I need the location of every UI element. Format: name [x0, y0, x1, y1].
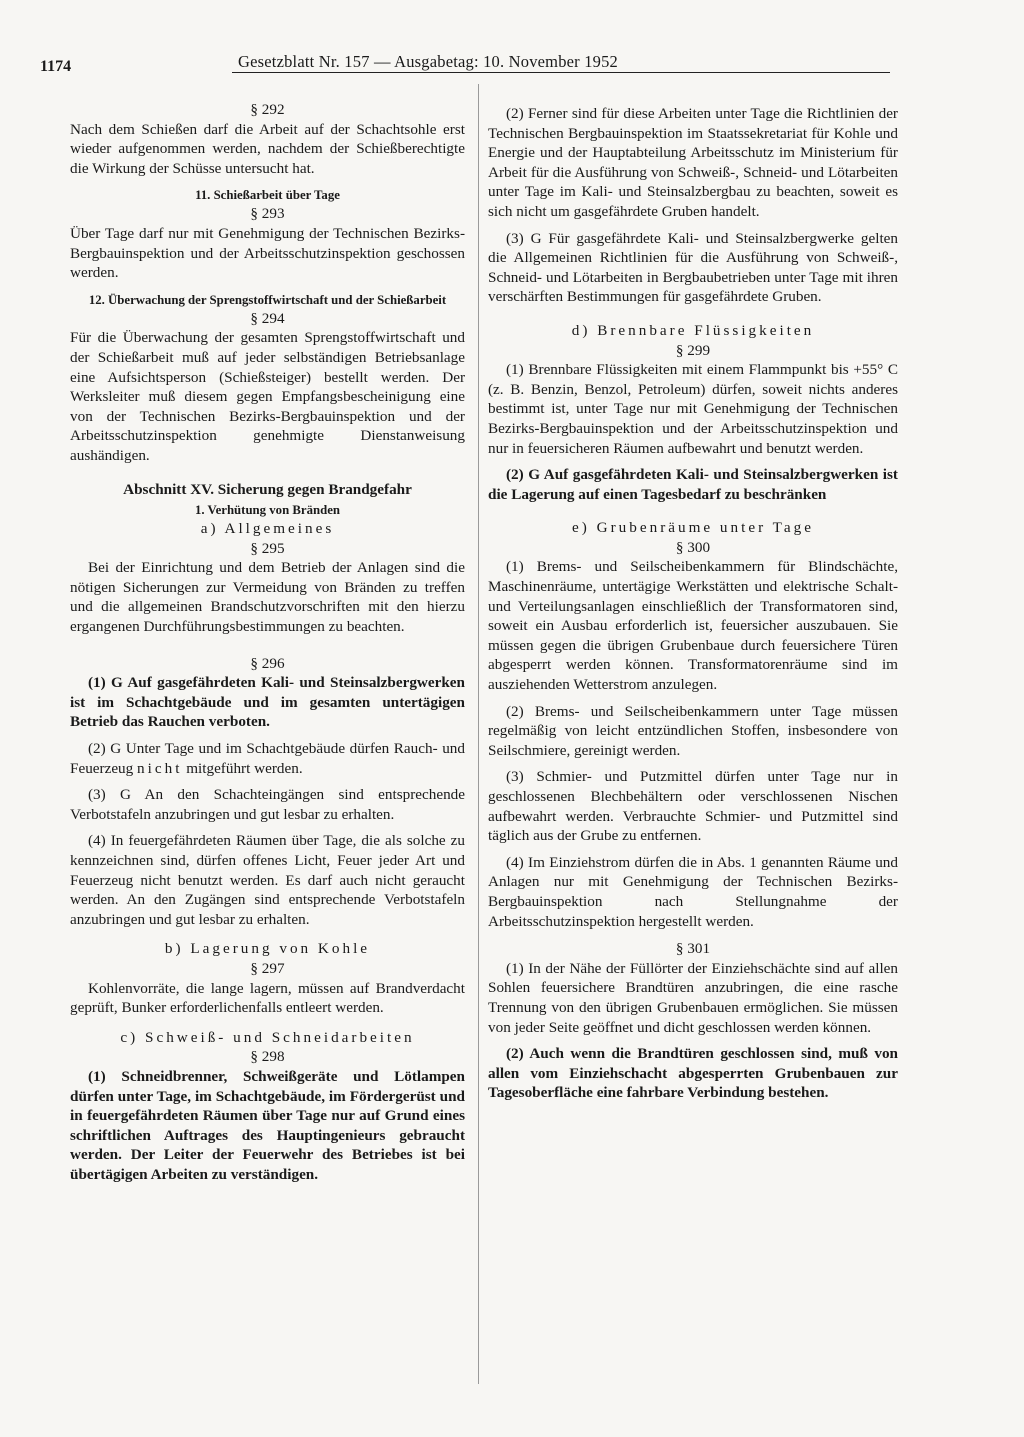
- section-297-title: § 297: [250, 959, 285, 977]
- section-296-p2: [70, 739, 465, 778]
- section-296-p2a: (2) G Unter Tage und im Schachtgebäude dürfen Rauch- und Feuerzeug: [70, 740, 465, 777]
- section-294-title: § 294: [250, 309, 285, 327]
- section-301-title: § 301: [675, 940, 711, 958]
- section-299-title: § 299: [675, 341, 711, 359]
- heading-12: 12. Überwachung der Sprengstoffwirtschaft und der Schießarbeit: [88, 292, 447, 307]
- section-292-title: § 292: [250, 101, 285, 118]
- subheading-c: c) Schweiß- und Schneidarbeiten: [120, 1028, 415, 1046]
- header-rule: [232, 72, 890, 73]
- section-296-p1: (1) G Auf gasgefährdeten Kali- und Steinsalzbergwerken ist im Schachtgebäude und im gesamten untertägigen Betrieb das Rauchen verboten.: [70, 674, 465, 731]
- section-296-p4: (4) In feuergefährdeten Räumen über Tage, die als solche zu kennzeichnen sind, dürfen offenes Licht, Feuer jeder Art und Feuerzeug nicht benutzt werden. Es darf auch nicht geraucht werden. An den Zugängen sind entsprechende Verbotstafeln anzubringen und gut lesbar zu erhalten.: [70, 832, 465, 928]
- section-294-text: Für die Überwachung der gesamten Sprengstoffwirtschaft und der Schießarbeit muß auf jeder selbständigen Betriebsanlage eine Aufsichtsperson (Schießsteiger) bestellt werden. Der Werksleiter muß diesem gegen Empfangsbescheinigung eine von der Technischen Bezirks-Bergbauinspektion und der Arbeitsschutzinspektion genehmigte Dienstanweisung aushändigen.: [70, 329, 465, 464]
- subheading-b: b) Lagerung von Kohle: [164, 940, 371, 958]
- section-293-text: Über Tage darf nur mit Genehmigung der Technischen Bezirks-Bergbauinspektion und der Arbeitsschutzinspektion geschossen werden.: [70, 224, 465, 282]
- section-296-title: § 296: [250, 654, 285, 672]
- section-293-title: § 293: [250, 205, 285, 223]
- section-301-p2: (2) Auch wenn die Brandtüren geschlossen sind, muß von allen vom Einziehschacht abgesperrten Grubenbauen zur Tagesoberfläche eine fahrbare Verbindung bestehen.: [488, 1045, 898, 1102]
- subheading-d: d) Brennbare Flüssigkeiten: [571, 321, 815, 339]
- section-292-text: Nach dem Schießen darf die Arbeit auf der Schachtsohle erst wieder aufgenommen werden, nachdem der Schießberechtigte die Wirkung der Schüsse untersucht hat.: [70, 120, 465, 177]
- section-298-title: § 298: [250, 1048, 285, 1066]
- page-number: 1174: [40, 58, 72, 75]
- left-column: [70, 100, 465, 1192]
- section-297-text: Kohlenvorräte, die lange lagern, müssen auf Brandverdacht geprüft, Bunker erforderlichenfalls entleert werden.: [70, 979, 465, 1017]
- abschnitt-xv-heading: Abschnitt XV. Sicherung gegen Brandgefahr: [123, 480, 412, 498]
- section-298-p1: (1) Schneidbrenner, Schweißgeräte und Lötlampen dürfen unter Tage, im Schachtgebäude, im Fördergerüst und in feuergefährdeten Räumen über Tage nur auf Grund eines schriftlichen Auftrages des Hauptingenieurs gebraucht werden. Der Leiter der Feuerwehr des Betriebes ist bei übertägigen Arbeiten zu verständigen.: [70, 1067, 465, 1183]
- heading-11: 11. Schießarbeit über Tage: [195, 188, 340, 203]
- section-296-p2c: mitgeführt werden.: [186, 759, 303, 777]
- section-296-p3: (3) G An den Schachteingängen sind entsprechende Verbotstafeln anzubringen und gut lesbar zu erhalten.: [70, 786, 465, 823]
- subheading-a: a) Allgemeines: [200, 520, 335, 538]
- section-298-p3: (3) G Für gasgefährdete Kali- und Steinsalzbergwerke gelten die Allgemeinen Richtlinien für die Ausführung von Schweiß-, Schneid- und Lötarbeiten in Bergbaubetrieben unter Tage mit ihren verschärften Bestimmungen für gasgefährdete Gruben.: [488, 229, 898, 306]
- section-300-p4: (4) Im Einziehstrom dürfen die in Abs. 1 genannten Räume und Anlagen nur mit Genehmigung der Technischen Bezirks-Bergbauinspektion nach Stellungnahme der Arbeitsschutzinspektion hergestellt werden.: [488, 853, 898, 930]
- column-divider: [478, 84, 479, 1384]
- heading-1: 1. Verhütung von Bränden: [194, 503, 341, 518]
- section-295-title: § 295: [250, 539, 285, 557]
- section-296-p2-emphasis: nicht: [137, 759, 183, 777]
- section-300-p2: (2) Brems- und Seilscheibenkammern unter Tage müssen regelmäßig von leicht entzündlichen Stoffen, insbesondere von Seilschmiere, gereinigt werden.: [488, 702, 898, 759]
- section-299-p1: (1) Brennbare Flüssigkeiten mit einem Flammpunkt bis +55° C (z. B. Benzin, Benzol, Petroleum) dürfen, soweit nichts anderes bestimmt ist, unter Tage nur mit Genehmigung der Technischen Bezirks-Bergbauinspektion und der Arbeitsschutzinspektion und nur in feuersicheren Räumen aufbewahrt und benutzt werden.: [488, 361, 898, 457]
- running-header: Gesetzblatt Nr. 157 — Ausgabetag: 10. November 1952: [238, 52, 618, 71]
- section-300-p3: (3) Schmier- und Putzmittel dürfen unter Tage nur in geschlossenen Blechbehältern oder verschlossenen Nischen aufbewahrt werden. Verbrauchte Schmier- und Putzmittel sind täglich aus der Grube zu entfernen.: [488, 768, 898, 845]
- right-column: [488, 104, 898, 1110]
- section-301-p1: (1) In der Nähe der Füllörter der Einziehschächte sind auf allen Sohlen feuersichere Brandtüren anzubringen, die eine rasche Trennung von den übrigen Grubenbauen ermöglichen. Sie müssen von jeder Seite geöffnet und dicht geschlossen werden können.: [488, 959, 898, 1036]
- section-300-title: § 300: [675, 538, 711, 556]
- section-295-text: Bei der Einrichtung und dem Betrieb der Anlagen sind die nötigen Sicherungen zur Vermeidung von Bränden zu treffen und die allgemeinen Brandschutzvorschriften mit den hierzu ergangenen Durchführungsbestimmungen zu beachten.: [70, 559, 465, 636]
- section-299-p2: (2) G Auf gasgefährdeten Kali- und Steinsalzbergwerken ist die Lagerung auf einen Tagesbedarf zu beschränken: [488, 466, 898, 503]
- subheading-e: e) Grubenräume unter Tage: [572, 519, 814, 537]
- section-298-p2: (2) Ferner sind für diese Arbeiten unter Tage die Richtlinien der Technischen Bergbauinspektion im Staatssekretariat für Kohle und Energie und der Hauptabteilung Arbeitsschutz im Ministerium für Arbeit für die Ausführung von Schweiß-, Schneid- und Lötarbeiten unter Tage im Kali- und Steinsalzbergbau zu beachten, soweit es sich nicht um gasgefährdete Gruben handelt.: [488, 105, 898, 220]
- section-300-p1: (1) Brems- und Seilscheibenkammern für Blindschächte, Maschinenräume, untertägige Werkstätten und elektrische Schalt- und Verteilungsanlagen einschließlich der Transformatoren sind, soweit ein Ausbau erforderlich ist, feuersicher auszubauen. Sie müssen gegen die übrigen Grubenbaue durch feuersichere Türen abgesperrt werden können. Transformatorenräume sind im ausziehenden Wetterstrom anzulegen.: [488, 558, 898, 694]
